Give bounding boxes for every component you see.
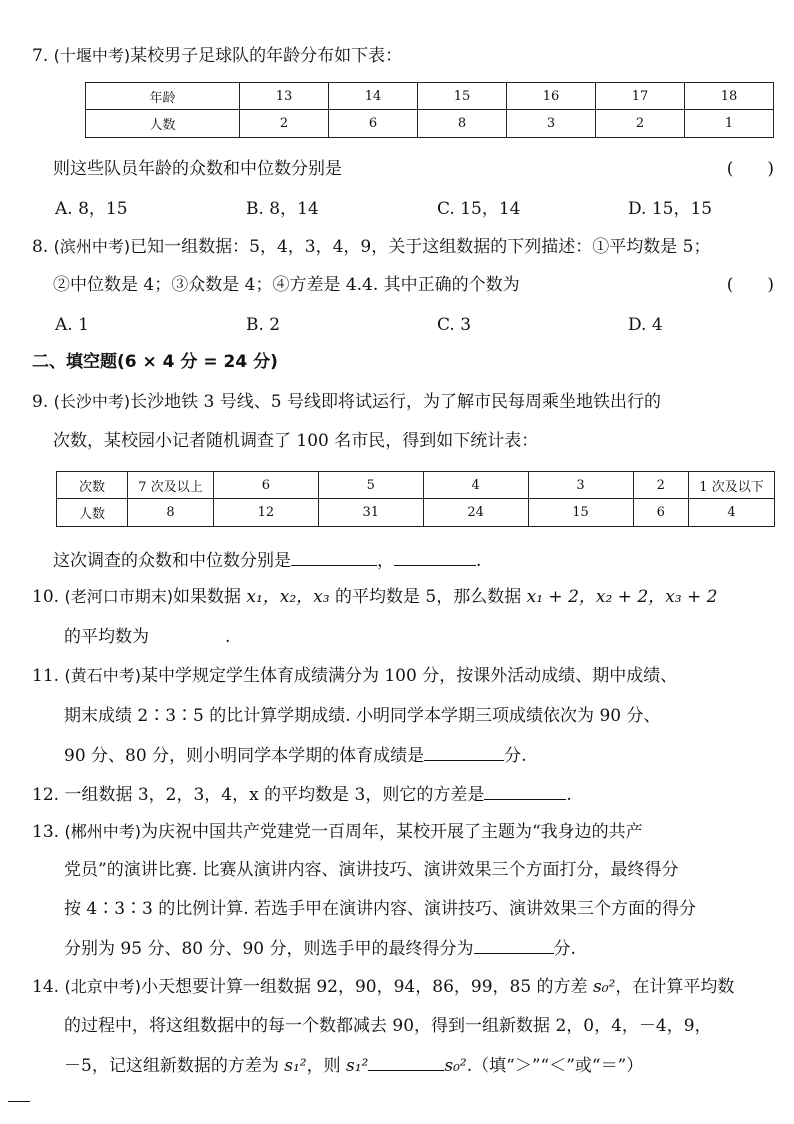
q14-text-1a: 小天想要计算一组数据 92，90，94，86，99，85 的方差 — [140, 977, 593, 997]
q8-option-b: B. 2 — [246, 315, 281, 335]
q13-line3: 按 4∶3∶3 的比例计算. 若选手甲在演讲内容、演讲技巧、演讲效果三个方面的得分 — [64, 899, 697, 919]
q11-blank[interactable] — [424, 742, 504, 761]
q7-number: 7. — [32, 46, 49, 66]
q7-age-cell: 15 — [418, 83, 507, 110]
q9-times-cell: 7 次及以上 — [128, 472, 214, 499]
q9-count-cell: 6 — [633, 499, 689, 527]
q7-count-cell: 3 — [507, 110, 596, 138]
q12-end: . — [566, 785, 572, 805]
q14-text-3c: .（填“＞”“＜”或“＝”） — [466, 1056, 644, 1076]
q11-line3-end: 分. — [504, 746, 527, 766]
q12-blank[interactable] — [484, 781, 566, 800]
q7-question: 则这些队员年龄的众数和中位数分别是 — [53, 159, 342, 179]
q7-row-label: 年龄 — [86, 83, 240, 110]
q10-text-b: 的平均数是 5，那么数据 — [329, 587, 527, 607]
q7-answer-paren: ( ) — [726, 159, 774, 179]
q11-line2: 期末成绩 2∶3∶5 的比计算学期成绩. 小明同学本学期三项成绩依次为 90 分、 — [64, 706, 661, 726]
q13-blank[interactable] — [474, 935, 554, 954]
q10-source: (老河口市期末) — [64, 587, 173, 606]
q14-blank[interactable] — [368, 1052, 444, 1071]
q7-line1 — [32, 44, 402, 68]
q11-line1 — [32, 664, 677, 688]
q9-question — [53, 547, 481, 573]
q8-line1 — [32, 235, 710, 259]
q7-age-table — [85, 82, 774, 138]
q12-number: 12. — [32, 785, 60, 805]
q7-age-cell: 14 — [329, 83, 418, 110]
q10-line1 — [32, 585, 717, 609]
q11-text-1: 某中学规定学生体育成绩满分为 100 分，按课外活动成绩、期中成绩、 — [140, 666, 678, 686]
q7-age-cell: 18 — [685, 83, 774, 110]
q13-line4 — [64, 935, 576, 961]
q10-vars-b: x₁ + 2，x₂ + 2，x₃ + 2 — [526, 587, 718, 607]
q9-end: . — [476, 551, 482, 571]
q9-question-text: 这次调查的众数和中位数分别是 — [53, 551, 291, 571]
q10-number: 10. — [32, 587, 60, 607]
q7-age-cell: 16 — [507, 83, 596, 110]
q11-line3 — [64, 742, 526, 768]
q9-text-1: 长沙地铁 3 号线、5 号线即将试运行，为了解市民每周乘坐地铁出行的 — [130, 392, 661, 412]
q11-line3-text: 90 分、80 分，则小明同学本学期的体育成绩是 — [64, 746, 425, 766]
q8-options — [55, 313, 794, 337]
q9-count-cell: 15 — [528, 499, 633, 527]
q8-line2: ②中位数是 4；③众数是 4；④方差是 4.4. 其中正确的个数为 — [53, 275, 520, 295]
q14-text-3b: ，则 — [306, 1056, 346, 1076]
q7-option-c: C. 15，14 — [437, 199, 521, 219]
q8-text-1: 已知一组数据：5，4，3，4，9，关于这组数据的下列描述：①平均数是 5； — [130, 237, 711, 257]
q9-times-cell: 5 — [318, 472, 423, 499]
q9-row-label: 次数 — [57, 472, 128, 499]
q9-blank-median[interactable] — [394, 547, 476, 566]
page-footer-mark — [8, 1101, 30, 1102]
q10-blank[interactable] — [149, 623, 225, 642]
q14-s1: s₁² — [284, 1056, 307, 1076]
q14-s0-compare: s₀² — [444, 1056, 467, 1076]
q14-number: 14. — [32, 977, 60, 997]
q7-count-cell: 8 — [418, 110, 507, 138]
q13-number: 13. — [32, 822, 60, 842]
q9-count-cell: 24 — [423, 499, 528, 527]
q8-source: (滨州中考) — [53, 237, 131, 256]
q7-row-label: 人数 — [86, 110, 240, 138]
q7-count-cell: 2 — [240, 110, 329, 138]
q13-text-1: 为庆祝中国共产党建党一百周年，某校开展了主题为“我身边的共产 — [140, 822, 643, 842]
q14-s1-compare: s₁² — [346, 1056, 369, 1076]
q7-option-a: A. 8，15 — [55, 199, 128, 219]
q14-s0: s₀² — [592, 977, 616, 997]
q14-line1 — [32, 975, 734, 999]
q9-comma: ， — [377, 551, 394, 571]
q9-times-cell: 1 次及以下 — [689, 472, 775, 499]
q9-times-cell: 4 — [423, 472, 528, 499]
q13-line1 — [32, 820, 643, 844]
q9-count-cell: 4 — [689, 499, 775, 527]
q9-survey-table — [56, 471, 775, 527]
section-title-fill-in: 二、填空题(6 × 4 分 = 24 分) — [32, 352, 278, 372]
q9-times-row — [57, 472, 775, 499]
q12-line — [32, 781, 572, 807]
q8-option-d: D. 4 — [628, 315, 663, 335]
q9-blank-mode[interactable] — [291, 547, 377, 566]
q8-answer-paren: ( ) — [726, 275, 774, 295]
q9-line2: 次数，某校园小记者随机调查了 100 名市民，得到如下统计表： — [53, 431, 539, 451]
q13-source: (郴州中考) — [64, 822, 141, 841]
q9-times-cell: 6 — [214, 472, 319, 499]
q10-end: . — [225, 627, 231, 647]
q7-count-cell: 2 — [596, 110, 685, 138]
q10-line2 — [64, 623, 230, 649]
q9-line1 — [32, 390, 661, 414]
q8-number: 8. — [32, 237, 49, 257]
q8-option-c: C. 3 — [437, 315, 472, 335]
q8-option-a: A. 1 — [55, 315, 89, 335]
q7-count-row — [86, 110, 774, 138]
q9-count-cell: 8 — [128, 499, 214, 527]
q10-vars-a: x₁，x₂，x₃ — [246, 587, 330, 607]
q14-source: (北京中考) — [64, 977, 141, 996]
q13-line4-text: 分别为 95 分、80 分、90 分，则选手甲的最终得分为 — [64, 939, 474, 959]
q14-text-1b: ，在计算平均数 — [615, 977, 735, 997]
q7-source: (十堰中考) — [53, 46, 131, 65]
q7-count-cell: 1 — [685, 110, 774, 138]
q13-line2: 党员”的演讲比赛. 比赛从演讲内容、演讲技巧、演讲效果三个方面打分，最终得分 — [64, 860, 679, 880]
q9-count-row — [57, 499, 775, 527]
q7-option-d: D. 15，15 — [628, 199, 713, 219]
q14-line3 — [64, 1052, 643, 1078]
q9-count-cell: 31 — [318, 499, 423, 527]
q7-age-cell: 13 — [240, 83, 329, 110]
q9-source: (长沙中考) — [53, 392, 131, 411]
q10-text-a: 如果数据 — [172, 587, 247, 607]
q12-text: 一组数据 3，2，3，4，x 的平均数是 3，则它的方差是 — [64, 785, 485, 805]
q9-times-cell: 2 — [633, 472, 689, 499]
q14-text-3a: －5，记这组新数据的方差为 — [64, 1056, 285, 1076]
q13-line4-end: 分. — [553, 939, 576, 959]
q7-options — [55, 197, 794, 221]
q10-line2-text: 的平均数为 — [64, 627, 149, 647]
q9-times-cell: 3 — [528, 472, 633, 499]
q7-age-row — [86, 83, 774, 110]
q11-number: 11. — [32, 666, 60, 686]
q7-text: 某校男子足球队的年龄分布如下表： — [130, 46, 403, 66]
q11-source: (黄石中考) — [64, 666, 141, 685]
q7-option-b: B. 8，14 — [246, 199, 319, 219]
q7-count-cell: 6 — [329, 110, 418, 138]
q7-age-cell: 17 — [596, 83, 685, 110]
q9-row-label: 人数 — [57, 499, 128, 527]
q9-count-cell: 12 — [214, 499, 319, 527]
q14-line2: 的过程中，将这组数据中的每一个数都减去 90，得到一组新数据 2，0，4，－4，9， — [64, 1016, 712, 1036]
q9-number: 9. — [32, 392, 49, 412]
